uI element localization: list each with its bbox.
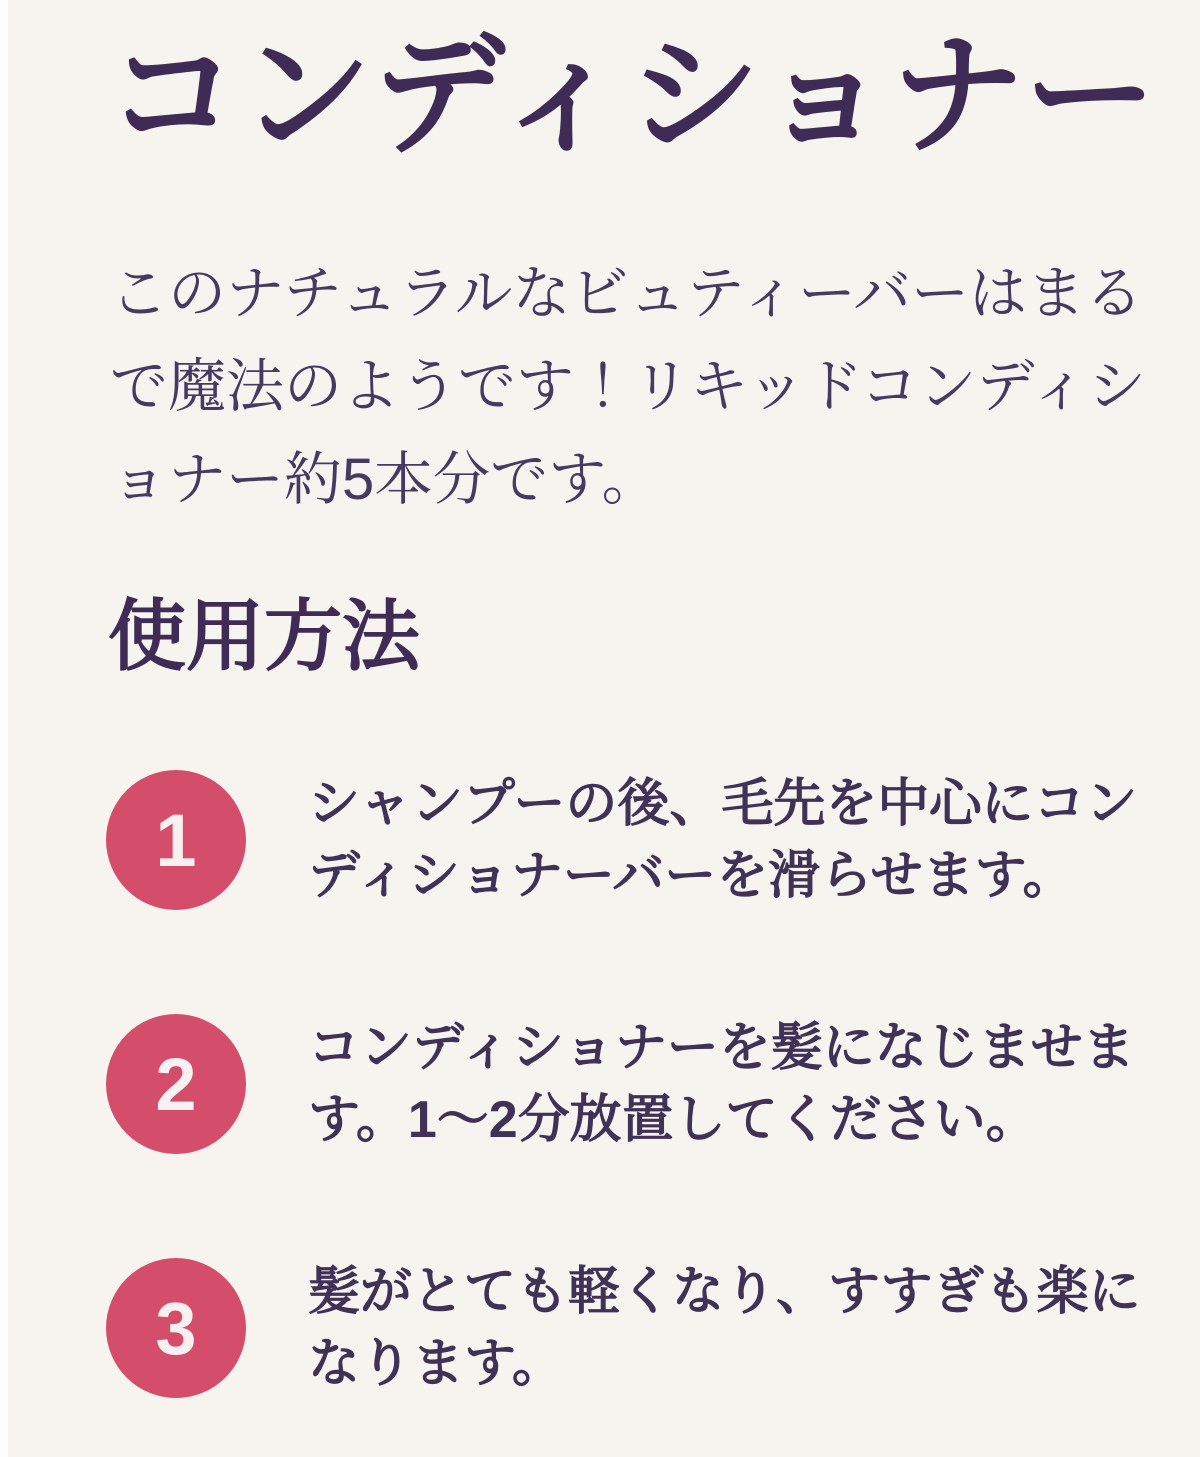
- step-item-1: [106, 768, 1152, 912]
- step-text: シャンプーの後、毛先を中心にコンディショナーバーを滑らせます。: [308, 775, 1138, 905]
- left-edge-strip: [0, 0, 8, 1457]
- product-description: このナチュラルなビュティーバーはまるで魔法のようです！リキッドコンディショナー約5本分です。: [110, 261, 1146, 512]
- step-number: 2: [155, 1042, 197, 1126]
- step-item-2: [106, 1012, 1152, 1156]
- step-item-3: [106, 1256, 1152, 1400]
- usage-section-heading: 使用方法: [108, 592, 421, 680]
- step-number-badge: [106, 1014, 246, 1154]
- step-number-badge: [106, 770, 246, 910]
- page-title: コンディショナー: [106, 22, 1157, 170]
- step-text: コンディショナーを髪になじませます。1〜2分放置してください。: [308, 1019, 1135, 1149]
- step-list: [106, 768, 1152, 1400]
- step-text: 髪がとても軽くなり、すすぎも楽になります。: [308, 1263, 1141, 1393]
- step-number-badge: [106, 1258, 246, 1398]
- step-number: 1: [155, 798, 197, 882]
- step-number: 3: [155, 1286, 197, 1370]
